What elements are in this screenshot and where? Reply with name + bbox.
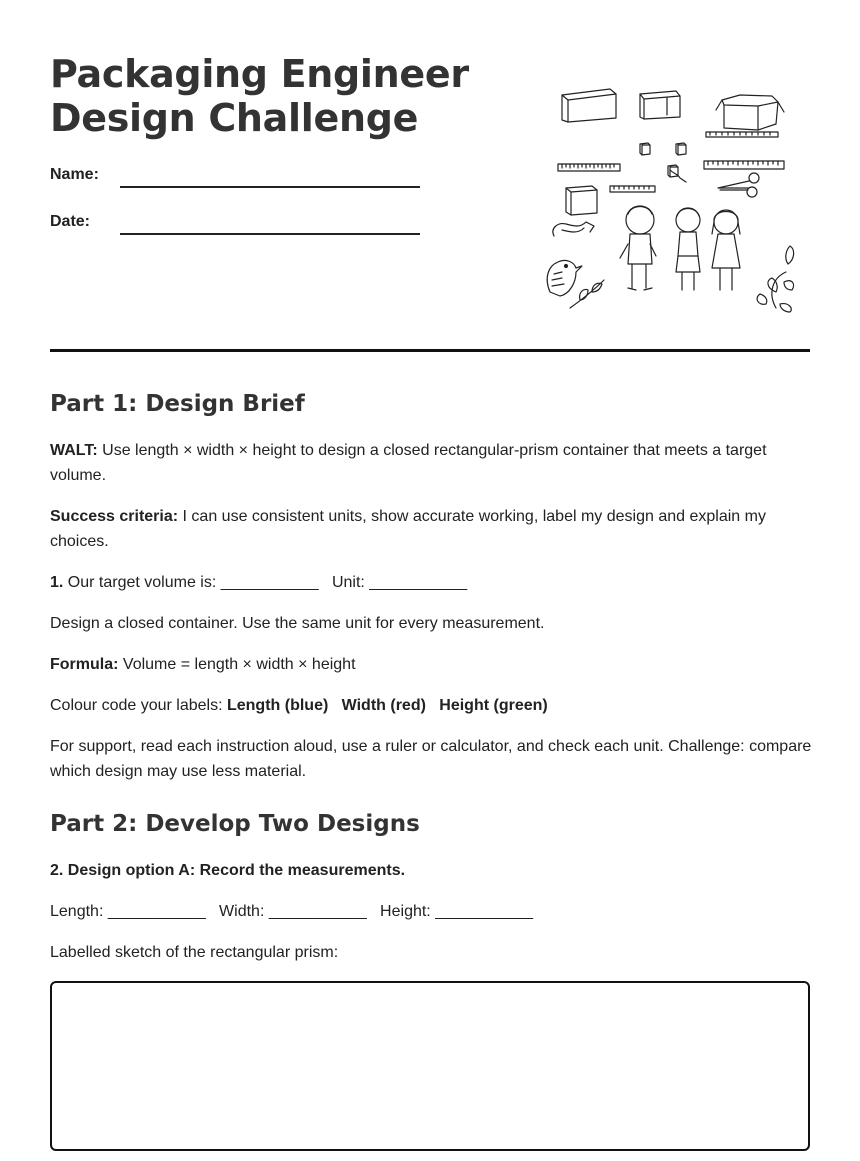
title-line-1: Packaging Engineer	[50, 52, 469, 96]
colour-height-label: Height (green)	[439, 697, 548, 714]
page-title	[50, 52, 469, 140]
colour-code-text: Colour code your labels:	[50, 697, 227, 714]
child-figure-icon	[620, 206, 656, 290]
bird-icon	[547, 260, 582, 296]
question-2	[50, 858, 812, 883]
box-icon	[562, 89, 616, 122]
title-line-2: Design Challenge	[50, 96, 419, 140]
ruler-icon	[558, 132, 784, 192]
child-figure-icon	[676, 208, 700, 290]
walt-text: Use length × width × height to design a closed rectangular-prism container that meets a target volume.	[50, 442, 767, 484]
part2-heading: Part 2: Develop Two Designs	[50, 811, 420, 837]
small-cube-icon	[640, 143, 686, 177]
date-label: Date:	[50, 213, 91, 230]
date-line[interactable]	[120, 233, 420, 235]
formula-text: Volume = length × width × height	[122, 656, 356, 673]
question-1[interactable]	[50, 570, 812, 595]
sketch-box[interactable]	[50, 981, 810, 1151]
formula-label: Formula:	[50, 656, 119, 673]
colour-length-label: Length (blue)	[226, 697, 329, 714]
part1-heading: Part 1: Design Brief	[50, 391, 305, 417]
support-paragraph: For support, read each instruction aloud, use a ruler or calculator, and check each unit. Challenge: compare which design may use less material.	[50, 738, 812, 780]
colour-code-paragraph	[50, 693, 812, 718]
design-instruction: Design a closed container. Use the same unit for every measurement.	[50, 615, 545, 632]
box-icon	[566, 186, 597, 215]
name-label: Name:	[50, 166, 99, 183]
open-box-icon	[716, 95, 784, 130]
measurement-fields[interactable]: Length: ___________ Width: ___________ Height: ___________	[50, 903, 534, 920]
name-line[interactable]	[120, 186, 420, 188]
question-1-text[interactable]: Our target volume is: ___________ Unit: ___________	[67, 574, 468, 591]
header-divider	[50, 349, 810, 352]
success-criteria-label: Success criteria:	[50, 508, 179, 525]
scissors-icon	[718, 173, 759, 197]
sketch-label: Labelled sketch of the rectangular prism:	[50, 944, 339, 961]
success-criteria-text: I can use consistent units, show accurate working, label my design and explain my choices.	[50, 508, 766, 550]
box-icon	[640, 91, 680, 119]
worksheet-content	[50, 380, 812, 1151]
formula-paragraph	[50, 652, 812, 677]
child-figure-icon	[712, 210, 740, 290]
question-1-number: 1.	[50, 574, 64, 591]
success-criteria-paragraph	[50, 504, 812, 554]
question-2-text: 2. Design option A: Record the measurements.	[50, 862, 406, 879]
walt-paragraph	[50, 438, 812, 488]
ribbon-icon	[553, 222, 594, 236]
packaging-illustration	[540, 82, 810, 317]
walt-label: WALT:	[50, 442, 98, 459]
colour-width-label: Width (red)	[341, 697, 426, 714]
